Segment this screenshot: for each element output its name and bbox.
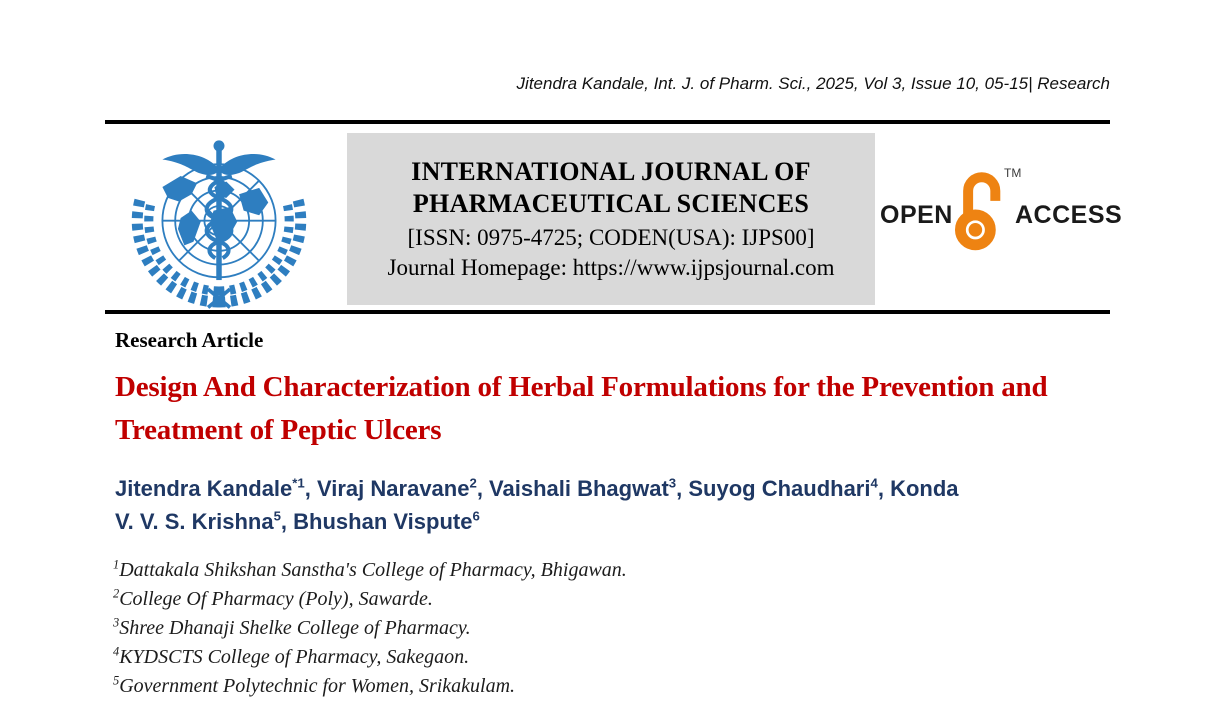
author-name: Viraj Naravane$^2$ xyxy=(316,475,477,501)
homepage-url-link[interactable]: https://www.ijpsjournal.com xyxy=(572,254,835,280)
author-line: Jitendra Kandale$^{*1}$, Viraj Naravane$^2$, Vaishali Bhagwat$^3$, Suyog Chaudhari$^4$, Konda V. V. S. Krishna$^5$, Bhushan Vispute$^6$ xyxy=(115,475,959,534)
journal-title-line1: INTERNATIONAL JOURNAL OF xyxy=(411,156,811,186)
author-name: Vaishali Bhagwat$^3$ xyxy=(489,475,677,501)
journal-title-line2: PHARMACEUTICAL SCIENCES xyxy=(412,188,810,218)
affiliation-item: $^4$KYDSCTS College of Pharmacy, Sakegaon. xyxy=(113,644,470,668)
trademark-label: TM xyxy=(1004,166,1022,180)
author-name: Konda V. V. S. Krishna$^5$ xyxy=(115,476,959,534)
author-name: Jitendra Kandale$^{*1}$ xyxy=(115,475,305,501)
open-access-access-label: ACCESS xyxy=(1015,201,1123,229)
bottom-divider-rule xyxy=(105,310,1110,314)
affiliation-item: $^1$Dattakala Shikshan Sanstha's College of Pharmacy, Bhigawan. xyxy=(113,557,627,581)
affiliation-item: $^2$College Of Pharmacy (Poly), Sawarde. xyxy=(113,586,433,610)
running-head: Jitendra Kandale, Int. J. of Pharm. Sci., 2025, Vol 3, Issue 10, 05-15| Research xyxy=(516,74,1110,93)
masthead-box xyxy=(347,133,875,305)
paper-title: Design And Characterization of Herbal Formulations for the Prevention and Treatment of Peptic Ulcers xyxy=(115,371,1048,446)
journal-issn-coden: [ISSN: 0975-4725; CODEN(USA): IJPS00] xyxy=(407,224,815,250)
open-lock-icon xyxy=(950,165,1008,258)
journal-logo xyxy=(127,134,311,312)
affiliation-item: $^3$Shree Dhanaji Shelke College of Pharmacy. xyxy=(113,615,471,639)
open-access-open-label: OPEN xyxy=(880,201,953,229)
affiliation-item: $^5$Government Polytechnic for Women, Srikakulam. xyxy=(113,673,516,697)
author-name: Bhushan Vispute$^6$ xyxy=(293,508,480,534)
journal-homepage-line xyxy=(388,253,835,283)
homepage-label: Journal Homepage: xyxy=(387,254,573,280)
article-type-label: Research Article xyxy=(115,328,264,352)
top-divider-rule xyxy=(105,120,1110,124)
open-access-badge xyxy=(880,163,1123,263)
affiliation-list xyxy=(113,556,1013,701)
author-name: Suyog Chaudhari$^4$ xyxy=(688,475,878,501)
who-globe-caduceus-wreath-icon xyxy=(127,134,311,312)
